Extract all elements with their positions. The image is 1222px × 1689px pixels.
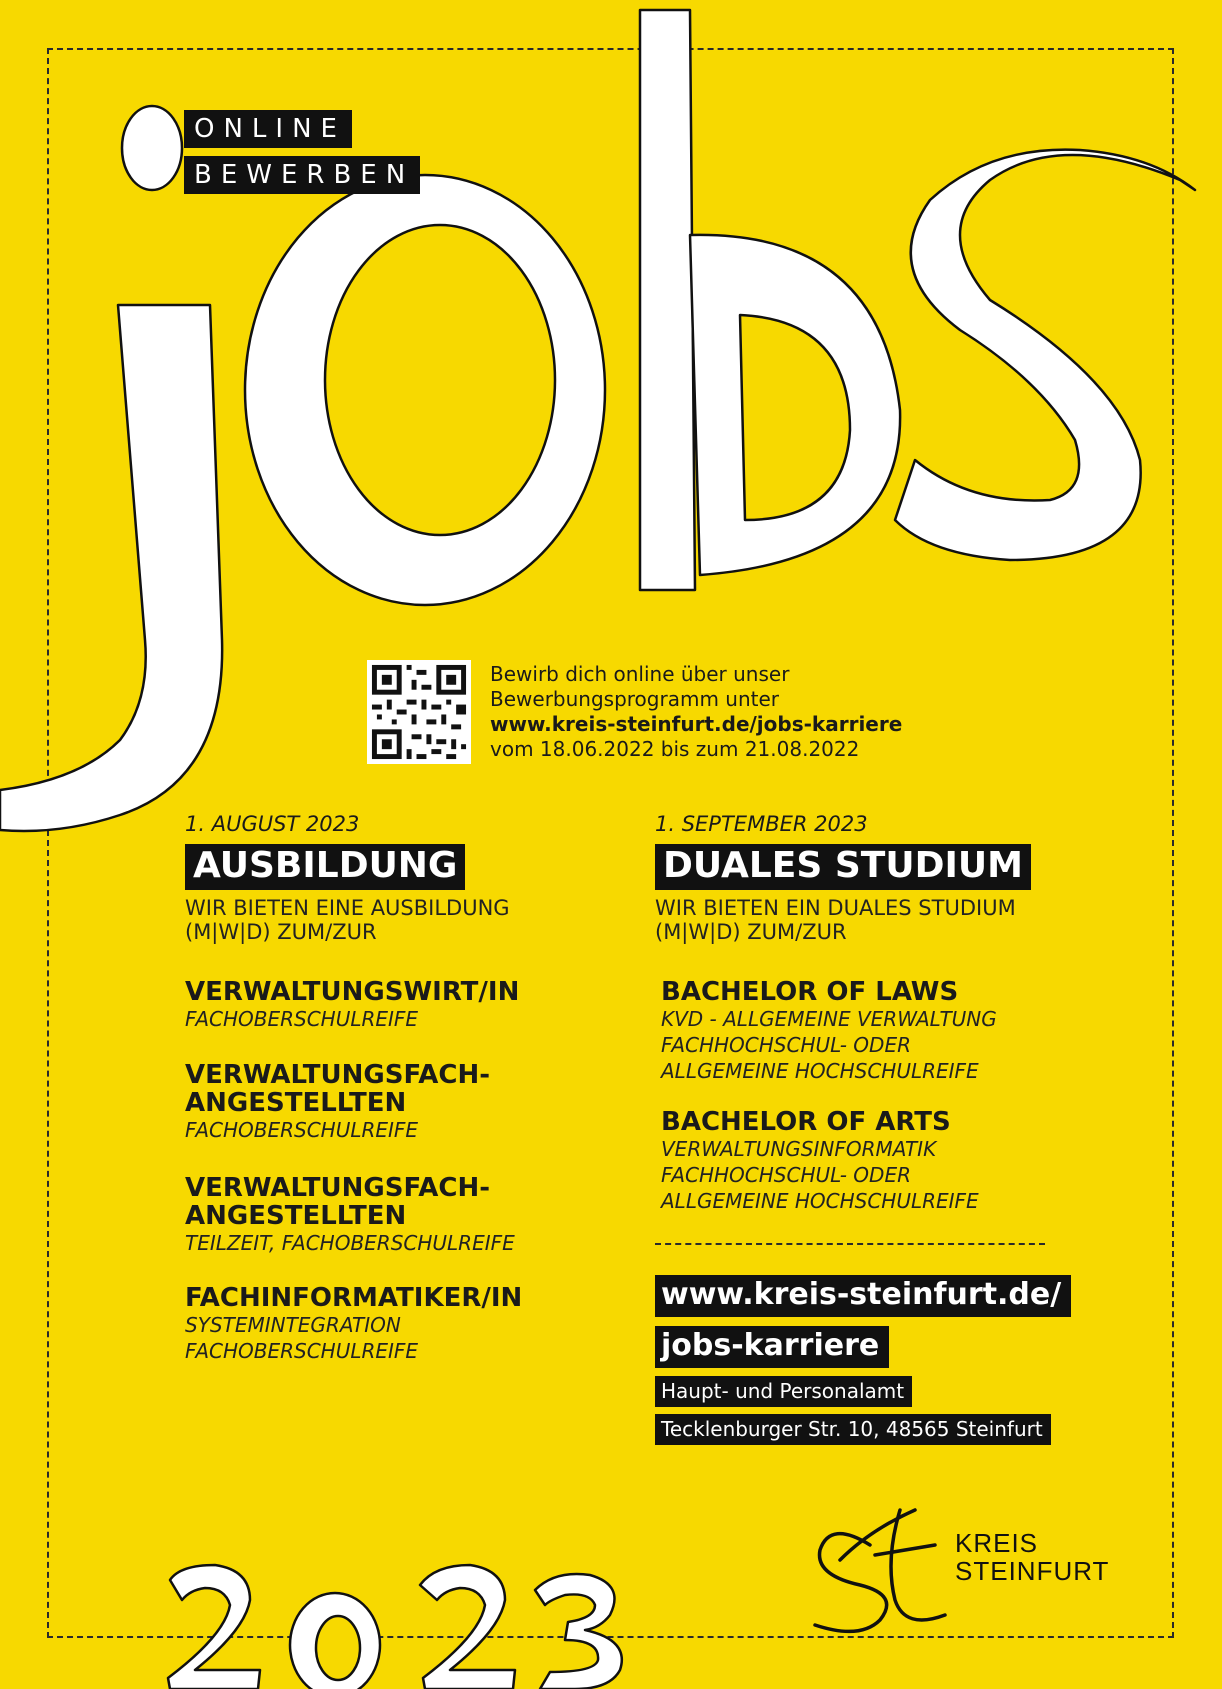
online-label: ONLINE bbox=[184, 110, 352, 148]
logo-text bbox=[955, 1529, 1109, 1585]
website-link-line2[interactable]: jobs-karriere bbox=[655, 1326, 889, 1368]
duales-studium-intro-line1: WIR BIETEN EIN DUALES STUDIUM bbox=[655, 896, 1016, 920]
letter-j-graphic bbox=[0, 305, 222, 831]
program-note-line2: FACHHOCHSCHUL- ODER bbox=[661, 1163, 911, 1187]
program-note-line3: ALLGEMEINE HOCHSCHULREIFE bbox=[661, 1059, 979, 1083]
ausbildung-intro-line2: (M|W|D) ZUM/ZUR bbox=[185, 920, 377, 944]
year-2023-graphic bbox=[168, 1565, 622, 1689]
bewerben-label: BEWERBEN bbox=[184, 156, 420, 194]
qr-caption-period: vom 18.06.2022 bis zum 21.08.2022 bbox=[490, 737, 860, 761]
job-item bbox=[185, 1061, 490, 1143]
letter-o-inner-graphic bbox=[325, 225, 555, 535]
job-item bbox=[185, 978, 519, 1032]
letter-dot-graphic bbox=[122, 106, 182, 190]
job-item bbox=[185, 1284, 522, 1364]
st-monogram-icon bbox=[815, 1510, 945, 1631]
address-label: Tecklenburger Str. 10, 48565 Steinfurt bbox=[655, 1414, 1051, 1445]
program-title: BACHELOR OF LAWS bbox=[661, 977, 959, 1007]
program-title: BACHELOR OF ARTS bbox=[661, 1107, 951, 1137]
qr-caption-line1: Bewirb dich online über unser bbox=[490, 662, 790, 686]
qr-caption-url-link[interactable]: www.kreis-steinfurt.de/jobs-karriere bbox=[490, 712, 903, 736]
program-note-line1: VERWALTUNGSINFORMATIK bbox=[661, 1137, 937, 1161]
website-link-line1[interactable]: www.kreis-steinfurt.de/ bbox=[655, 1275, 1071, 1317]
qr-caption-line2: Bewerbungsprogramm unter bbox=[490, 687, 780, 711]
logo-line1: KREIS bbox=[955, 1528, 1039, 1558]
office-label: Haupt- und Personalamt bbox=[655, 1376, 912, 1407]
ausbildung-title: AUSBILDUNG bbox=[185, 844, 465, 890]
letter-s-graphic bbox=[895, 150, 1195, 560]
job-requirement: FACHOBERSCHULREIFE bbox=[185, 1118, 419, 1142]
dashed-separator bbox=[655, 1243, 1045, 1245]
ausbildung-intro-line1: WIR BIETEN EINE AUSBILDUNG bbox=[185, 896, 510, 920]
program-item bbox=[661, 978, 997, 1084]
job-requirement: TEILZEIT, FACHOBERSCHULREIFE bbox=[185, 1231, 515, 1255]
program-item bbox=[661, 1108, 979, 1214]
job-item bbox=[185, 1174, 515, 1256]
job-title: VERWALTUNGSFACH- bbox=[185, 1173, 491, 1203]
job-requirement: SYSTEMINTEGRATION bbox=[185, 1313, 401, 1337]
qr-caption bbox=[490, 662, 902, 762]
duales-studium-column bbox=[655, 812, 1031, 944]
job-title: FACHINFORMATIKER/IN bbox=[185, 1283, 523, 1313]
job-requirement: FACHOBERSCHULREIFE bbox=[185, 1007, 419, 1031]
duales-studium-title: DUALES STUDIUM bbox=[655, 844, 1031, 890]
job-title: VERWALTUNGSFACH- bbox=[185, 1060, 491, 1090]
job-requirement-line2: FACHOBERSCHULREIFE bbox=[185, 1339, 419, 1363]
duales-studium-intro-line2: (M|W|D) ZUM/ZUR bbox=[655, 920, 847, 944]
ausbildung-column bbox=[185, 812, 510, 944]
duales-studium-date: 1. SEPTEMBER 2023 bbox=[655, 812, 868, 836]
logo-line2: STEINFURT bbox=[955, 1556, 1110, 1586]
program-note-line2: FACHHOCHSCHUL- ODER bbox=[661, 1033, 911, 1057]
qr-code-icon[interactable] bbox=[367, 660, 471, 764]
program-note-line3: ALLGEMEINE HOCHSCHULREIFE bbox=[661, 1189, 979, 1213]
job-title-line2: ANGESTELLTEN bbox=[185, 1088, 407, 1118]
letter-b-stem-graphic bbox=[640, 10, 695, 590]
job-title-line2: ANGESTELLTEN bbox=[185, 1201, 407, 1231]
job-title: VERWALTUNGSWIRT/IN bbox=[185, 977, 520, 1007]
ausbildung-date: 1. AUGUST 2023 bbox=[185, 812, 360, 836]
program-note-line1: KVD - ALLGEMEINE VERWALTUNG bbox=[661, 1007, 997, 1031]
